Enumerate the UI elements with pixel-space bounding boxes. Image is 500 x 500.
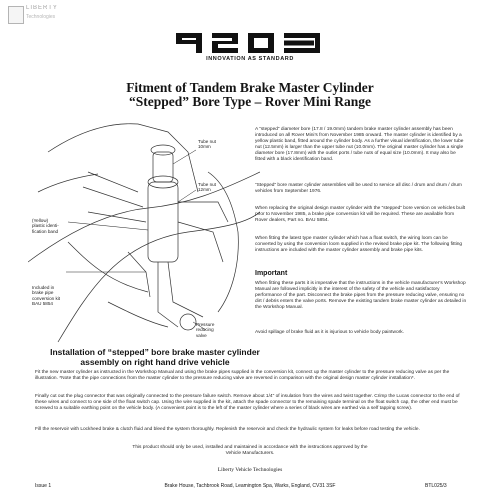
label-tube-nut-10: Tube nut 10mm	[198, 139, 216, 150]
corner-logo-line1: LIBERTY	[26, 5, 58, 11]
diagram-caption: Installation of “stepped” bore brake master cylinder assembly on right hand drive vehicle	[50, 347, 260, 367]
usage-notice: This product should only be used, installed and maintained in accordance with the instructions approved by the Vehicle Manufacturers.	[132, 445, 368, 457]
fitting-instructions: Fit the new master cylinder as instructed in the Workshop Manual and using the brake pipes supplied in the conversion kit, connect up the master cylinder to the pressure reducing valve as per the illustration. *Note that the pipe connections from the master cylinder to the pressure reducing valve are reversed in comparison with the original design master cylinder installation*.	[35, 370, 450, 382]
footer-company: Liberty Vehicle Technologies	[217, 467, 283, 473]
wiring-instructions: Finally cut out the plug connector that was originally connected to the pressure failure switch. Remove about 1/4" of insulation from the wires and twist together. Crimp the Lucas connector to the end of these wires and connect to one side of the float switch cap. Using the wire supplied in the kit, attach the spade connector to the remaining spade terminal on the float switch cap, the other end must be screwed to a suitable earthing point on the vehicle body. (A convenient point is to the left of the master cylinder where a series of black wires are earthed via a self tapping screw).	[35, 394, 460, 412]
stepped-bore-paragraph: “Stepped” bore master cylinder assemblies will be used to service all disc / drum and drum / drum vehicles from September 1976.	[255, 183, 462, 195]
label-brake-pipe-kit: Included in brake pipe conversion kit BAU 5854	[32, 285, 61, 307]
float-switch-paragraph: When fitting the latest type master cylinder which has a float switch, the wiring loom can be converted by using the conversion loom supplied in the revised brake pipe kit. The following fitting instructions are included with the master cylinder assembly and brake pipe kits.	[255, 236, 463, 254]
page-title-line1: Fitment of Tandem Brake Master Cylinder	[126, 80, 374, 95]
document-reference: BTL025/3	[425, 483, 447, 489]
master-cylinder-diagram	[28, 112, 260, 344]
company-address: Brake House, Tachbrook Road, Leamington Spa, Warks, England, CV31 3SF	[164, 483, 336, 489]
logo-box-icon	[8, 6, 24, 24]
spillage-warning: Avoid spillage of brake fluid as it is injurious to vehicle body paintwork.	[255, 330, 404, 335]
tagline: INNOVATION AS STANDARD	[206, 56, 294, 62]
label-tube-nut-12: Tube nut 12mm	[198, 182, 216, 193]
label-pressure-valve: Pressure reducing valve	[196, 322, 215, 338]
corner-logo-line2: Technologies	[26, 14, 56, 20]
brand-logo	[172, 32, 324, 54]
intro-paragraph: A “stepped” diameter bore (17.8 / 19.0mm) tandem brake master cylinder assembly has been introduced on all Rover Mini’s from November 1985 onward. The master cylinder is identified by a yellow plastic band, fitted around the cylinder body. As a further visual identification, the lower tube nut (12.5mm) is larger than the upper tube nut (10.0mm). The original master cylinder has a single diameter bore (17.8mm) with the outlet ports / tube nuts of equal size (10.0mm). It may also be fitted with a black identification band.	[255, 127, 464, 163]
corner-logo	[8, 4, 78, 26]
page-title-line2: “Stepped” Bore Type – Rover Mini Range	[128, 94, 371, 109]
bleeding-instructions: Fill the reservoir with Lockheed brake & clutch fluid and bleed the system thoroughly. Replenish the reservoir and check the hydraulic system for leaks before road testing the vehicle.	[35, 427, 420, 432]
important-paragraph: When fitting these parts it is imperative that the instructions in the vehicle manufacturer’s Workshop Manual are followed implicitly in the interest of the safety of the vehicle and satisfactory performance of the part. Disconnect the brake pipes from the pressure reducing valve, ensuring no dirt / debris enters the valve ports. Remove the existing tandem brake master cylinder as detailed in the Workshop Manual.	[255, 281, 467, 311]
replacement-paragraph: When replacing the original design master cylinder with the “stepped” bore version on vehicles built prior to November 1985, a brake pipe conversion kit will be required. These are available from Rover dealers, Part no. BAU 5854.	[255, 206, 466, 224]
important-heading: Important	[255, 270, 288, 277]
issue-number: Issue 1	[35, 483, 52, 489]
label-yellow-band: (Yellow) plastic identi- fication band	[32, 218, 59, 234]
